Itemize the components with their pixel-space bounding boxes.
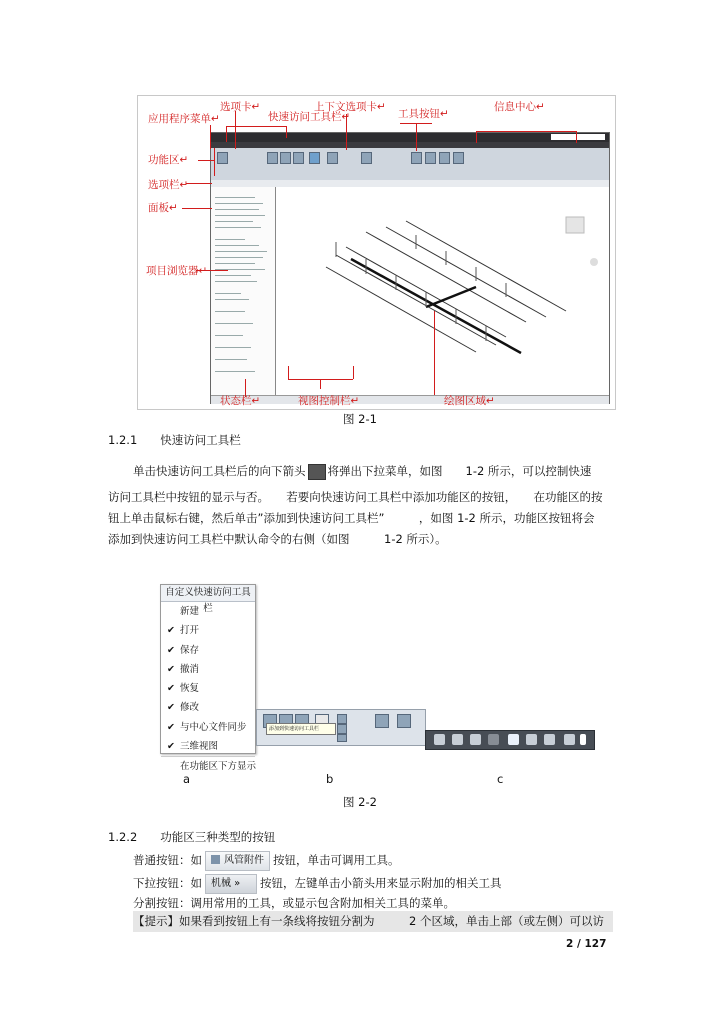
subfigure-label-c: c (497, 772, 504, 786)
menu-item-label: 保存 (180, 644, 200, 656)
ribbon-button-icon (411, 152, 422, 164)
menu-item[interactable] (161, 679, 255, 698)
paragraph-line: 访问工具栏中按钮的显示与否。 若要向快速访问工具栏中添加功能区的按钮， 在功能区的按 (108, 490, 603, 504)
menu-item[interactable] (161, 698, 255, 717)
drawing-area (276, 187, 609, 395)
label-project-browser: 项目浏览器↵ (146, 265, 208, 277)
label-drawing-area: 绘图区域↵ (444, 395, 495, 407)
ribbon-button-icon (327, 152, 338, 164)
button-label: 风管附件 (224, 854, 264, 866)
info-center-search (551, 134, 605, 140)
paragraph-line: 钮上单击鼠标右键，然后单击”添加到快速访问工具栏” ，如图 1-2 所示，功能区按钮将会 (108, 511, 595, 525)
ribbon-button-icon (425, 152, 436, 164)
add-to-qat-tooltip[interactable]: 添加到快速访问工具栏 (266, 723, 336, 735)
checkmark-icon: ✔ (167, 644, 175, 656)
pipe-model-drawing (276, 187, 609, 395)
menu-item-label: 恢复 (180, 683, 200, 695)
menu-item[interactable] (161, 621, 255, 640)
menu-item[interactable] (161, 737, 255, 756)
subfigure-label-b: b (326, 772, 334, 786)
label-tab: 选项卡↵ (220, 101, 261, 113)
dropdown-arrow-icon (308, 464, 326, 480)
label-qat: 快速访问工具栏↵ (268, 111, 351, 123)
figure-2-2 (160, 584, 608, 773)
label-app-menu: 应用程序菜单↵ (148, 113, 220, 125)
app-title-bar (211, 133, 609, 142)
menu-item-label: 修改 (180, 702, 200, 714)
quick-access-toolbar (425, 730, 595, 750)
modify-icon[interactable] (508, 734, 519, 745)
label-panel: 面板↵ (148, 202, 178, 214)
redo-icon[interactable] (488, 734, 499, 745)
tip-line: 【提示】如果看到按钮上有一条线将按钮分割为 2 个区域，单击上部（或左侧）可以访 (133, 911, 613, 932)
checkmark-icon: ✔ (167, 702, 175, 714)
ribbon-button-icon (267, 152, 278, 164)
paragraph-line (133, 850, 400, 871)
menu-item[interactable] (161, 718, 255, 737)
checkmark-icon: ✔ (167, 741, 175, 753)
text-run: 普通按钮：如 (133, 853, 202, 867)
menu-title: 自定义快速访问工具栏 (161, 585, 255, 602)
checkmark-icon: ✔ (167, 721, 175, 733)
ribbon-button-icon (337, 714, 347, 724)
label-ribbon: 功能区↵ (148, 154, 189, 166)
dropdown-arrow-icon[interactable] (580, 734, 586, 745)
ribbon-button-icon (337, 734, 347, 742)
3d-view-icon[interactable] (544, 734, 555, 745)
duct-accessory-icon (211, 855, 220, 864)
ribbon-button-icon (293, 152, 304, 164)
menu-item-label: 在功能区下方显示 (180, 761, 257, 773)
section-heading-1-2-1: 1.2.1 快速访问工具栏 (108, 433, 241, 447)
ribbon-button-icon (337, 724, 347, 734)
label-info-center: 信息中心↵ (494, 101, 545, 113)
label-status-bar: 状态栏↵ (220, 395, 261, 407)
undo-icon[interactable] (470, 734, 481, 745)
ribbon-button-icon (375, 714, 389, 728)
checkmark-icon: ✔ (167, 663, 175, 675)
ribbon-button-icon (453, 152, 464, 164)
menu-items (161, 602, 255, 756)
added-button-icon[interactable] (564, 734, 575, 745)
label-options-bar: 选项栏↵ (148, 179, 189, 191)
paragraph-line (133, 873, 502, 894)
menu-item-label: 新建 (180, 606, 200, 617)
figure-2-2-caption: 图 2-2 (343, 795, 377, 809)
ribbon-button-icon (439, 152, 450, 164)
ribbon-button-icon (397, 714, 411, 728)
text-run: 按钮，单击可调用工具。 (273, 853, 400, 867)
duct-accessory-button (205, 851, 270, 871)
paragraph-line: 分割按钮：调用常用的工具，或显示包含附加相关工具的菜单。 (133, 896, 455, 910)
figure-2-1 (137, 95, 616, 410)
sync-icon[interactable] (526, 734, 537, 745)
ribbon-button-icon (361, 152, 372, 164)
menu-item-label: 三维视图 (180, 741, 219, 753)
text-run: 下拉按钮：如 (133, 876, 202, 890)
ribbon-button-icon (280, 152, 291, 164)
customize-qat-menu (160, 584, 257, 773)
status-bar (211, 395, 609, 404)
ribbon-button-icon (309, 152, 320, 164)
paragraph-line: 添加到快速访问工具栏中默认命令的右侧（如图 1-2 所示）。 (108, 532, 447, 546)
text-run: 按钮，左键单击小箭头用来显示附加的相关工具 (260, 876, 502, 890)
label-tool-button: 工具按钮↵ (398, 108, 449, 120)
label-view-control-bar: 视图控制栏↵ (298, 395, 360, 407)
menu-item-show-below-ribbon[interactable] (161, 756, 255, 776)
text-run: 将弹出下拉菜单，如图 1-2 所示，可以控制快速 (327, 464, 592, 478)
paragraph-line (133, 461, 591, 482)
open-icon[interactable] (434, 734, 445, 745)
save-icon[interactable] (452, 734, 463, 745)
menu-item[interactable] (161, 641, 255, 660)
label-context-tab: 上下文选项卡↵ (314, 101, 386, 113)
section-heading-1-2-2: 1.2.2 功能区三种类型的按钮 (108, 830, 276, 844)
figure-2-1-caption: 图 2-1 (343, 412, 377, 426)
ribbon-button-icon (217, 152, 228, 164)
text-run: 单击快速访问工具栏后的向下箭头 (133, 464, 306, 478)
menu-item-label: 打开 (180, 625, 200, 637)
subfigure-label-a: a (183, 772, 191, 786)
checkmark-icon: ✔ (167, 625, 175, 637)
menu-item-label: 与中心文件同步 (180, 721, 247, 733)
mechanical-dropdown-button: 机械 » (205, 874, 257, 894)
project-browser-panel (211, 187, 276, 395)
menu-item[interactable] (161, 660, 255, 679)
revit-screenshot (210, 132, 610, 404)
menu-item-label: 撤消 (180, 663, 200, 675)
checkmark-icon: ✔ (167, 683, 175, 695)
page-number: 2 / 127 (566, 938, 607, 950)
